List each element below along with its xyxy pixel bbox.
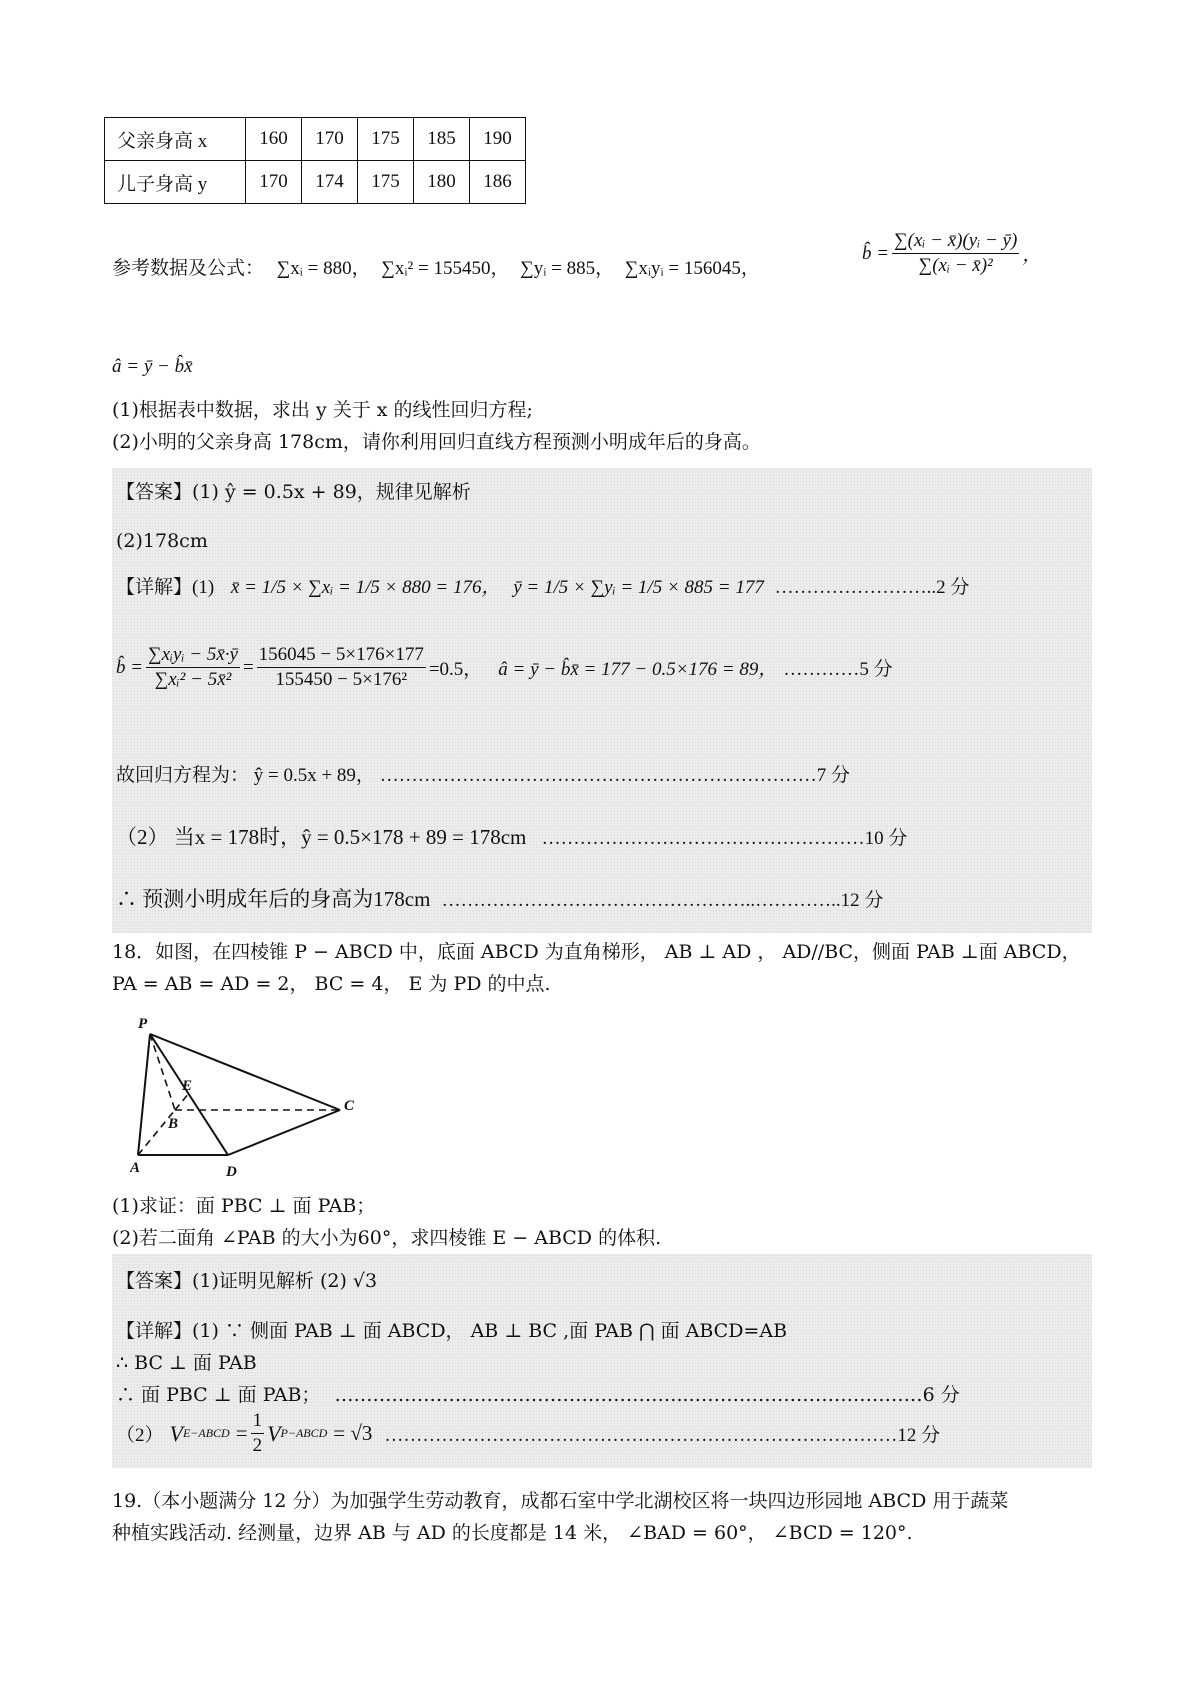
b-hat-denominator: ∑(xᵢ − x̄)² — [918, 255, 993, 276]
q18-detail-volume — [116, 1410, 940, 1457]
q19-stem-line1: 19.（本小题满分 12 分）为加强学生劳动教育，成都石室中学北湖校区将一块四边形园地 ABCD 用于蔬菜 — [112, 1490, 1009, 1512]
table-cell: 175 — [358, 161, 414, 204]
q18-detail-2: ∴ BC ⊥ 面 PAB — [116, 1352, 257, 1374]
q18-detail-1: 【详解】(1) ∵ 侧面 PAB ⊥ 面 ABCD， AB ⊥ BC ,面 PAB ⋂ 面 ABCD=AB — [116, 1320, 788, 1342]
a-result: â = ȳ − b̂x̄ = 177 − 0.5×176 = 89， — [498, 659, 778, 680]
regression-eq-text: 故回归方程为： ŷ = 0.5x + 89， — [116, 765, 375, 786]
q17-part1: (1)根据表中数据，求出 y 关于 x 的线性回归方程; — [112, 399, 533, 421]
part2-calc-text: （2） 当x = 178时，ŷ = 0.5×178 + 89 = 178cm — [116, 825, 527, 849]
label-P: P — [138, 1016, 148, 1032]
row-header-son: 儿子身高 y — [105, 161, 246, 204]
label-E: E — [182, 1078, 193, 1094]
q17-part2: (2)小明的父亲身高 178cm，请你利用回归直线方程预测小明成年后的身高。 — [112, 431, 761, 453]
frac-num: 1 — [251, 1410, 265, 1434]
q17-part2-calc — [116, 825, 907, 851]
volume-E-sub: E−ABCD — [182, 1426, 230, 1440]
volume-E: V — [169, 1420, 183, 1446]
volume-result: = √3 — [333, 1421, 373, 1445]
answer-block-17 — [112, 468, 1092, 933]
eq-sign-2: = — [235, 1421, 248, 1445]
table-cell: 170 — [302, 118, 358, 161]
detail-label: 【详解】(1) — [116, 577, 215, 598]
frac-den: 2 — [252, 1435, 263, 1456]
q17-detail-b — [116, 644, 893, 691]
table-cell: 180 — [414, 161, 470, 204]
edge-PC — [150, 1034, 340, 1110]
table-cell: 186 — [470, 161, 526, 204]
reference-label: 参考数据及公式： — [112, 258, 265, 279]
q17-detail-means — [116, 577, 969, 600]
q17-answer-part2: (2)178cm — [116, 530, 208, 552]
formula-b-hat — [862, 230, 1041, 277]
label-D: D — [226, 1164, 237, 1180]
b-lhs: b̂ = — [116, 656, 144, 678]
edge-DC — [228, 1110, 340, 1155]
q18-part2: (2)若二面角 ∠PAB 的大小为60°，求四棱锥 E − ABCD 的体积. — [112, 1227, 662, 1249]
table-cell: 174 — [302, 161, 358, 204]
segment-BE — [175, 1093, 189, 1110]
table-cell: 185 — [414, 118, 470, 161]
score-10: ……………………………………………10 分 — [541, 828, 908, 849]
table-row — [105, 118, 526, 161]
table-row — [105, 161, 526, 204]
score-2: ……………………..2 分 — [774, 577, 970, 598]
edge-PD — [150, 1034, 228, 1155]
q17-answer: 【答案】(1) ŷ = 0.5x + 89，规律见解析 — [116, 481, 471, 503]
formula-sum-xy: ∑xᵢyᵢ = 156045， — [624, 258, 760, 279]
b-num-values: 156045 − 5×176×177 — [257, 644, 426, 668]
mean-x: x̄ = 1/5 × ∑xᵢ = 1/5 × 880 = 176， — [230, 577, 501, 598]
height-table — [104, 117, 526, 204]
q18-stem-line2: PA = AB = AD = 2， BC = 4， E 为 PD 的中点. — [112, 973, 551, 995]
reference-formulas — [112, 258, 760, 281]
q17-conclusion — [116, 887, 883, 913]
mean-y: ȳ = 1/5 × ∑yᵢ = 1/5 × 885 = 177 — [513, 577, 764, 598]
label-C: C — [344, 1098, 355, 1114]
label-B: B — [168, 1116, 179, 1132]
edge-PB — [150, 1034, 175, 1110]
table-cell: 170 — [246, 161, 302, 204]
formula-sum-x: ∑xᵢ = 880， — [276, 258, 371, 279]
q19-stem-line2: 种植实践活动. 经测量，边界 AB 与 AD 的长度都是 14 米， ∠BAD = 60°， ∠BCD = 120°. — [112, 1522, 913, 1544]
b-num: ∑xᵢyᵢ − 5x̄·ȳ — [146, 644, 240, 668]
formula-sum-y: ∑yᵢ = 885， — [520, 258, 615, 279]
score-7: ……………………………………………………………7 分 — [379, 765, 850, 786]
score-5: …………5 分 — [783, 659, 893, 680]
b-hat-numerator: ∑(xᵢ − x̄)(yᵢ − ȳ) — [892, 230, 1019, 254]
table-cell: 175 — [358, 118, 414, 161]
b-result: =0.5， — [428, 659, 483, 680]
row-header-father: 父亲身高 x — [105, 118, 246, 161]
score-12: …………………………………………..…………..12 分 — [441, 890, 884, 911]
score-6: ………………………………………………...………………………………6 分 — [334, 1384, 960, 1406]
b-hat-comma: ， — [1022, 245, 1042, 266]
part2-lead: （2） — [116, 1425, 164, 1446]
volume-P: V — [267, 1420, 281, 1446]
volume-P-sub: P−ABCD — [280, 1426, 328, 1440]
q17-regression-eq — [116, 765, 850, 788]
table-cell: 190 — [470, 118, 526, 161]
b-den: ∑xᵢ² − 5x̄² — [154, 669, 232, 690]
score-12b: ………………………………………………………………………12 分 — [384, 1425, 941, 1446]
b-hat-lhs: b̂ = — [862, 242, 890, 264]
formula-sum-x2: ∑xᵢ² = 155450， — [381, 258, 510, 279]
q18-detail-3 — [116, 1384, 960, 1407]
label-A: A — [130, 1160, 141, 1176]
q18-part1: (1)求证：面 PBC ⊥ 面 PAB； — [112, 1195, 376, 1217]
pyramid-figure — [130, 1010, 370, 1185]
eq-sign: = — [242, 656, 254, 678]
b-den-values: 155450 − 5×176² — [275, 669, 408, 690]
q18-answer: 【答案】(1)证明见解析 (2) √3 — [116, 1270, 378, 1292]
detail-3-text: ∴ 面 PBC ⊥ 面 PAB； — [116, 1384, 321, 1406]
formula-a-hat: â = ȳ − b̂x̄ — [112, 356, 193, 377]
conclusion-text: ∴ 预测小明成年后的身高为178cm — [116, 887, 431, 911]
q18-stem-line1: 18．如图，在四棱锥 P − ABCD 中，底面 ABCD 为直角梯形， AB ⊥ AD ， AD//BC，侧面 PAB ⊥面 ABCD， — [112, 941, 1081, 963]
table-cell: 160 — [246, 118, 302, 161]
edge-PA — [138, 1034, 150, 1155]
